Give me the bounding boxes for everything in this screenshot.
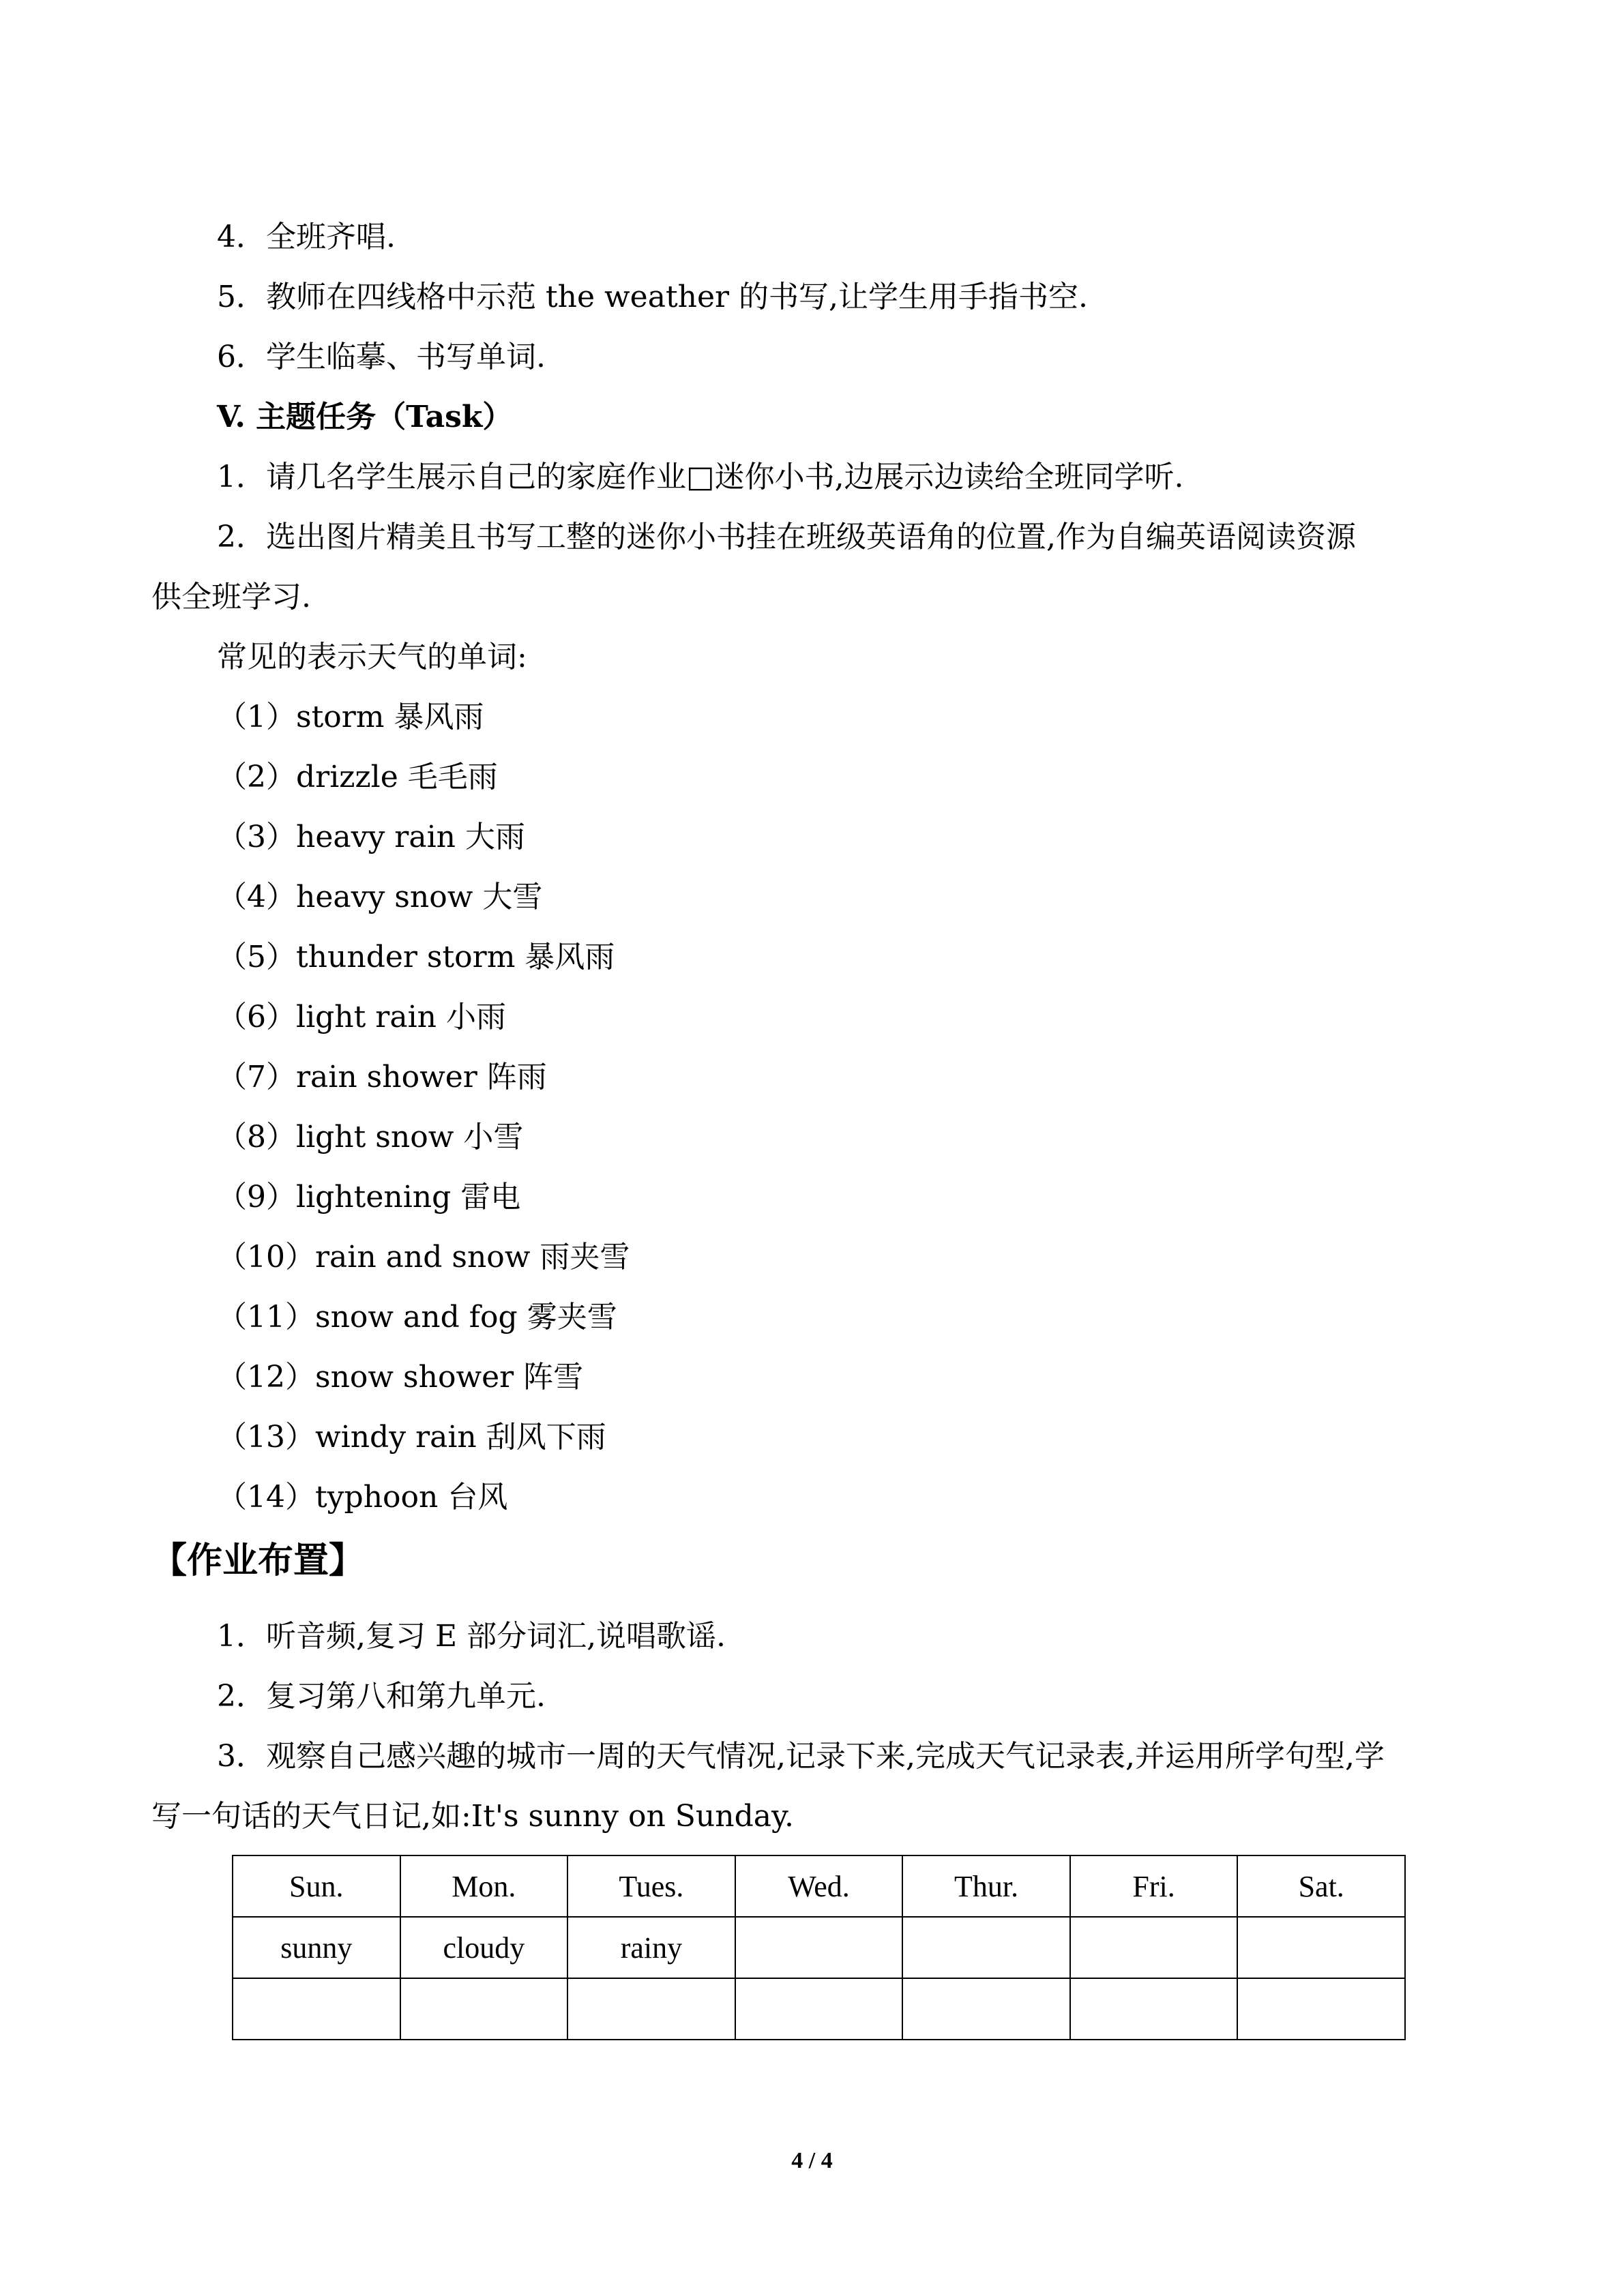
homework-heading: 【作业布置】 — [151, 1540, 365, 1581]
homework-item-2: 2．复习第八和第九单元. — [217, 1679, 546, 1714]
vocab-item: （10）rain and snow 雨夹雪 — [217, 1240, 630, 1274]
table-header-row — [233, 1855, 1405, 1917]
table-header-cell: Thur. — [902, 1855, 1070, 1917]
vocab-item: （14）typhoon 台风 — [217, 1480, 508, 1515]
table-cell — [735, 1978, 903, 2040]
vocab-item: （1）storm 暴风雨 — [217, 700, 484, 734]
table-cell — [1070, 1917, 1238, 1978]
homework-item-3-continued: 写一句话的天气日记,如:It's sunny on Sunday. — [151, 1799, 795, 1834]
table-cell — [902, 1917, 1070, 1978]
homework-item-1: 1．听音频,复习 E 部分词汇,说唱歌谣. — [217, 1619, 726, 1654]
vocab-item: （8）light snow 小雪 — [217, 1120, 524, 1154]
task-item-1: 1．请几名学生展示自己的家庭作业□迷你小书,边展示边读给全班同学听. — [217, 460, 1184, 494]
table-cell — [1237, 1917, 1405, 1978]
table-header-cell: Mon. — [400, 1855, 568, 1917]
task-item-2: 2．选出图片精美且书写工整的迷你小书挂在班级英语角的位置,作为自编英语阅读资源 — [217, 520, 1356, 554]
table-cell — [567, 1978, 735, 2040]
vocab-item: （13）windy rain 刮风下雨 — [217, 1420, 606, 1455]
table-cell — [735, 1917, 903, 1978]
step-6: 6．学生临摹、书写单词. — [217, 340, 546, 374]
table-row — [233, 1917, 1405, 1978]
vocab-item: （12）snow shower 阵雪 — [217, 1360, 584, 1395]
table-cell: rainy — [567, 1917, 735, 1978]
table-header-cell: Wed. — [735, 1855, 903, 1917]
page-number: 4 / 4 — [791, 2148, 833, 2173]
table-cell: sunny — [233, 1917, 400, 1978]
vocab-item: （11）snow and fog 雾夹雪 — [217, 1300, 617, 1335]
vocab-item: （7）rain shower 阵雨 — [217, 1060, 547, 1094]
vocab-item: （6）light rain 小雨 — [217, 1000, 506, 1034]
step-4: 4．全班齐唱. — [217, 220, 396, 254]
table-header-cell: Fri. — [1070, 1855, 1238, 1917]
table-header-cell: Sun. — [233, 1855, 400, 1917]
table-cell — [400, 1978, 568, 2040]
vocab-item: （3）heavy rain 大雨 — [217, 820, 525, 854]
step-5: 5．教师在四线格中示范 the weather 的书写,让学生用手指书空. — [217, 280, 1089, 314]
vocab-item: （9）lightening 雷电 — [217, 1180, 521, 1214]
table-header-cell: Sat. — [1237, 1855, 1405, 1917]
vocab-item: （5）thunder storm 暴风雨 — [217, 940, 615, 974]
homework-item-3: 3．观察自己感兴趣的城市一周的天气情况,记录下来,完成天气记录表,并运用所学句型,学 — [217, 1739, 1385, 1774]
table-cell — [902, 1978, 1070, 2040]
task-heading: V. 主题任务（Task） — [217, 400, 513, 434]
table-cell — [233, 1978, 400, 2040]
vocab-item: （4）heavy snow 大雪 — [217, 880, 543, 914]
vocab-intro: 常见的表示天气的单词: — [217, 640, 527, 674]
weather-record-table — [232, 1855, 1406, 2040]
vocab-item: （2）drizzle 毛毛雨 — [217, 760, 498, 794]
task-item-2-continued: 供全班学习. — [151, 580, 311, 614]
table-row — [233, 1978, 1405, 2040]
table-cell: cloudy — [400, 1917, 568, 1978]
table-cell — [1070, 1978, 1238, 2040]
table-cell — [1237, 1978, 1405, 2040]
table-header-cell: Tues. — [567, 1855, 735, 1917]
